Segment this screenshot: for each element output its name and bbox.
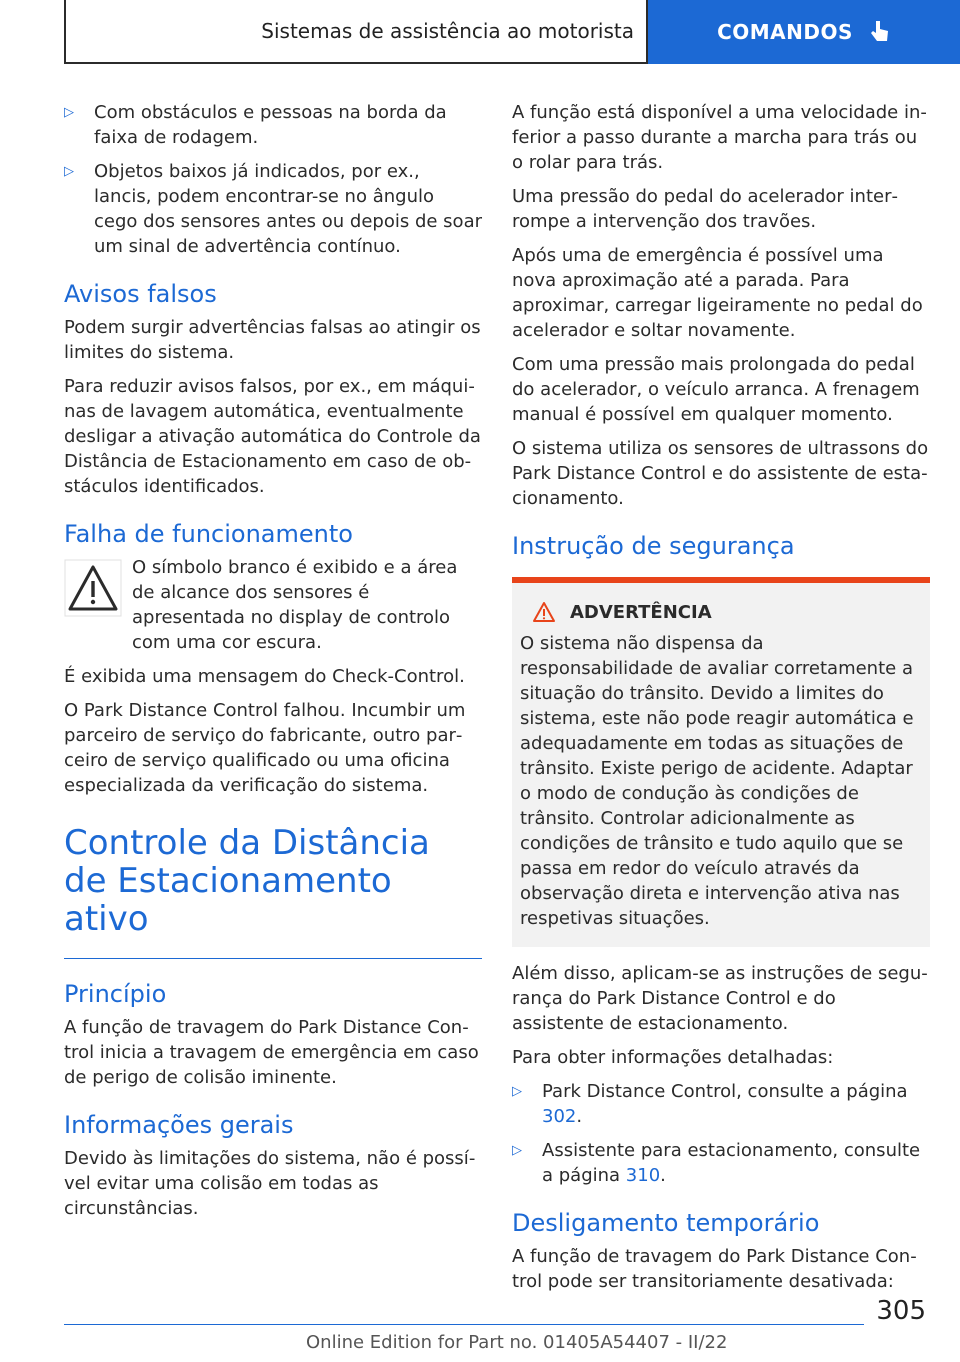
- principle-heading: Princípio: [64, 980, 167, 1008]
- malfunction-p3: O Park Distance Control falhou. Incumbir um parceiro de serviço do fabricante, outro parceiro de serviço qualificado ou uma oficina especializada da verificação do sistema.: [64, 700, 466, 796]
- footer-edition: Online Edition for Part no. 01405A54407 - II/22: [306, 1332, 728, 1353]
- warning-triangle-icon: [64, 559, 122, 617]
- right-p5: O sistema utiliza os sensores de ultrassons do Park Distance Control e do assistente de estacionamento.: [512, 438, 929, 509]
- right-column: [512, 100, 930, 1303]
- bullet-marker-icon: ▷: [64, 105, 74, 120]
- header-tab-label: COMANDOS: [717, 20, 853, 44]
- main-heading: Controle da Distância de Estacionamento ativo: [64, 823, 430, 939]
- principle-text: A função de travagem do Park Distance Control inicia a travagem de emergência em caso de perigo de colisão iminente.: [64, 1017, 479, 1088]
- warning-box: [512, 577, 930, 947]
- footer-divider: [64, 1324, 864, 1325]
- malfunction-heading: Falha de funcionamento: [64, 520, 353, 548]
- malfunction-p1: O símbolo branco é exibido e a área de alcance dos sensores é apresentada no display de controlo com uma cor escura.: [132, 557, 458, 653]
- heading-divider: [64, 958, 482, 959]
- warning-title-text: ADVERTÊNCIA: [570, 601, 712, 623]
- list-item: [512, 1079, 930, 1129]
- right-p3: Após uma de emergência é possível uma nova aproximação até a parada. Para aproximar, carregar ligeiramente no pedal do acelerador e soltar novamente.: [512, 245, 923, 341]
- list-item-text: Objetos baixos já indicados, por ex., lancis, podem encontrar-se no ângulo cego dos sensores antes ou depois de soar um sinal de advertência contínuo.: [94, 161, 482, 257]
- right-p4: Com uma pressão mais prolongada do pedal do acelerador, o veículo arranca. A frenagem manual é possível em qualquer momento.: [512, 354, 920, 425]
- safety-p-after: Além disso, aplicam-se as instruções de segurança do Park Distance Control e do assistente de estacionamento.: [512, 963, 928, 1034]
- list-item-suffix: .: [576, 1106, 583, 1127]
- header-tab[interactable]: [648, 0, 960, 64]
- safety-heading: Instrução de segurança: [512, 532, 795, 560]
- list-item: [512, 1138, 930, 1188]
- list-item-label: Assistente para estacionamento, consulte a página: [542, 1140, 921, 1186]
- list-item-text: [542, 1079, 930, 1129]
- hand-pointer-icon: [869, 19, 891, 45]
- left-column: [64, 100, 482, 1230]
- warning-text: O sistema não dispensa da responsabilidade de avaliar corretamente a situação do trânsito. Devido a limites do sistema, este não pode reagir automática e adequadamente em todas as situações de trânsito. Existe perigo de acidente. Adaptar o modo de condução às condições de trânsito. Controlar adicionalmente as condições de trânsito e tudo aquilo que se passa em redor do veículo através da observação direta e intervenção ativa nas respetivas situações.: [520, 633, 914, 929]
- header-section-box: [64, 0, 648, 64]
- list-item-text: Com obstáculos e pessoas na borda da faixa de rodagem.: [94, 102, 447, 148]
- general-info-text: Devido às limitações do sistema, não é possível evitar uma colisão em todas as circunstâncias.: [64, 1148, 476, 1219]
- temporary-off-heading: Desligamento temporário: [512, 1209, 820, 1237]
- bullet-marker-icon: ▷: [64, 164, 74, 179]
- list-item: [64, 159, 482, 259]
- right-p2: Uma pressão do pedal do acelerador interrompe a intervenção dos travões.: [512, 186, 898, 232]
- malfunction-p2: É exibida uma mensagem do Check-Control.: [64, 666, 465, 687]
- list-item-text: [542, 1138, 930, 1188]
- list-item-label: Park Distance Control, consulte a página: [542, 1081, 908, 1102]
- false-warnings-heading: Avisos falsos: [64, 280, 217, 308]
- warning-title: [532, 601, 920, 623]
- general-info-heading: Informações gerais: [64, 1111, 294, 1139]
- bullet-marker-icon: ▷: [512, 1143, 522, 1158]
- malfunction-block: [64, 555, 482, 664]
- list-item: [64, 100, 482, 150]
- page-link-310[interactable]: 310: [625, 1165, 661, 1186]
- page-number: 305: [876, 1296, 926, 1326]
- header-section-title: Sistemas de assistência ao motorista: [261, 19, 634, 43]
- bullet-marker-icon: ▷: [512, 1084, 522, 1099]
- false-warnings-p2: Para reduzir avisos falsos, por ex., em máquinas de lavagem automática, eventualmente desligar a ativação automática do Controle da Distância de Estacionamento em caso de obstáculos identificados.: [64, 376, 481, 497]
- page-link-302[interactable]: 302: [542, 1106, 577, 1127]
- safety-p-details: Para obter informações detalhadas:: [512, 1047, 834, 1068]
- warning-icon: [532, 601, 556, 623]
- right-p1: A função está disponível a uma velocidade inferior a passo durante a marcha para trás ou o rolar para trás.: [512, 102, 927, 173]
- list-item-suffix: .: [660, 1165, 666, 1186]
- false-warnings-p1: Podem surgir advertências falsas ao atingir os limites do sistema.: [64, 317, 481, 363]
- temporary-off-text: A função de travagem do Park Distance Control pode ser transitoriamente desativada:: [512, 1246, 917, 1292]
